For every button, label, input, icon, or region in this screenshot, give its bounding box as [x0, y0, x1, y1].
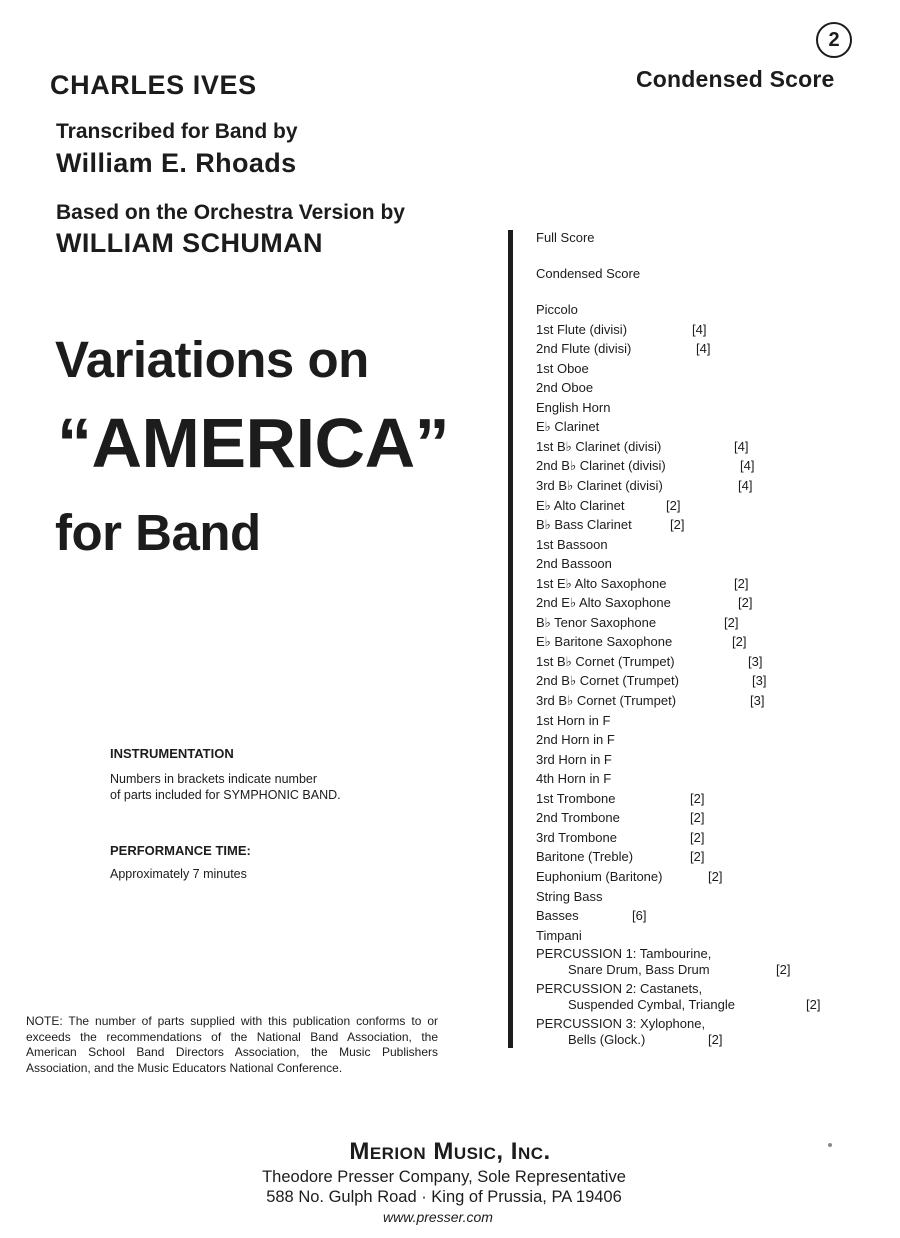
part-name-continued: Snare Drum, Bass Drum — [568, 961, 710, 977]
part-item — [536, 496, 735, 516]
part-item — [536, 1015, 735, 1050]
part-count: [3] — [748, 653, 763, 669]
part-name: E♭ Clarinet — [536, 419, 600, 435]
part-item — [536, 769, 735, 789]
part-name: PERCUSSION 2: Castanets, — [536, 981, 703, 997]
part-name: Basses — [536, 908, 579, 924]
part-name: Full Score — [536, 230, 595, 245]
part-name: 1st B♭ Clarinet (divisi) — [536, 438, 662, 454]
performance-duration: Approximately 7 minutes — [110, 867, 247, 881]
instrumentation-text-line-1: Numbers in brackets indicate number — [110, 772, 318, 786]
part-item — [536, 906, 735, 926]
part-name: 1st B♭ Cornet (Trumpet) — [536, 653, 675, 669]
part-item — [536, 398, 735, 418]
part-name: 1st Flute (divisi) — [536, 321, 628, 337]
title-line-1: Variations on — [55, 331, 369, 388]
instrumentation-text-line-2: of parts included for SYMPHONIC BAND. — [110, 788, 341, 802]
part-name: 4th Horn in F — [536, 771, 612, 787]
arranger-name: William E. Rhoads — [56, 148, 297, 178]
part-item — [536, 730, 735, 750]
part-count: [4] — [738, 478, 753, 494]
part-name: English Horn — [536, 399, 611, 415]
part-item — [536, 847, 735, 867]
part-name: E♭ Alto Clarinet — [536, 497, 625, 513]
part-name: 2nd Flute (divisi) — [536, 341, 632, 357]
part-name: Timpani — [536, 927, 582, 943]
part-count: [2] — [670, 517, 685, 533]
part-count: [4] — [692, 321, 707, 337]
part-item — [536, 828, 735, 848]
part-name: 1st Oboe — [536, 360, 589, 376]
part-name: 1st Bassoon — [536, 536, 608, 552]
part-name: Piccolo — [536, 302, 578, 318]
instrumentation-heading: INSTRUMENTATION — [110, 746, 234, 761]
part-item — [536, 867, 735, 887]
part-item — [536, 711, 735, 731]
part-item — [536, 926, 735, 946]
part-name: String Bass — [536, 888, 603, 904]
part-count: [4] — [734, 438, 749, 454]
transcription-label: Transcribed for Band by — [56, 120, 298, 143]
part-item — [536, 300, 735, 320]
part-item — [536, 632, 747, 652]
part-item — [536, 378, 735, 398]
part-count: [2] — [806, 996, 821, 1012]
part-name: Condensed Score — [536, 265, 641, 281]
composer-name: CHARLES IVES — [50, 70, 257, 100]
part-count: [2] — [708, 1031, 723, 1047]
part-item — [536, 320, 735, 340]
part-count: [2] — [708, 868, 723, 884]
publisher-name-text: Merion Music, Inc. — [349, 1138, 551, 1165]
part-item — [536, 339, 735, 359]
part-item — [536, 613, 739, 633]
part-name: E♭ Baritone Saxophone — [536, 634, 673, 650]
part-name: 2nd Horn in F — [536, 732, 615, 748]
part-item — [536, 789, 735, 809]
part-count: [4] — [740, 458, 755, 474]
part-count: [6] — [632, 908, 647, 924]
orchestration-label: Based on the Orchestra Version by — [56, 201, 405, 224]
publisher-name — [0, 1138, 900, 1166]
publisher-address: 588 No. Gulph Road · King of Prussia, PA 19406 — [266, 1188, 622, 1206]
part-count: [2] — [666, 497, 681, 513]
part-name: 3rd B♭ Clarinet (divisi) — [536, 478, 663, 494]
part-item — [536, 593, 753, 613]
part-name: B♭ Bass Clarinet — [536, 517, 632, 533]
part-item — [536, 671, 767, 691]
part-item — [536, 456, 755, 476]
performance-heading: PERFORMANCE TIME: — [110, 843, 251, 858]
part-item — [536, 945, 791, 980]
score-type-label: Condensed Score — [636, 66, 835, 92]
part-name: 3rd Horn in F — [536, 751, 612, 767]
part-count: [2] — [738, 595, 753, 611]
part-item — [536, 515, 735, 535]
part-count: [2] — [690, 849, 705, 865]
part-count: [3] — [752, 673, 767, 689]
part-name: 1st Horn in F — [536, 712, 611, 728]
title-line-2: “AMERICA” — [57, 404, 450, 482]
part-item — [536, 359, 735, 379]
publication-note: NOTE: The number of parts supplied with this publication conforms to or exceeds the recommendations of the National Band Association, the American School Band Directors Association, the Music Publishers Association, and the Music Educators National Conference. — [26, 1014, 438, 1075]
part-name: 2nd E♭ Alto Saxophone — [536, 595, 671, 611]
page-number: 2 — [816, 22, 852, 58]
part-name: 3rd B♭ Cornet (Trumpet) — [536, 693, 677, 709]
part-name: 2nd B♭ Clarinet (divisi) — [536, 458, 666, 474]
part-name: 2nd B♭ Cornet (Trumpet) — [536, 673, 679, 689]
part-item — [536, 417, 735, 437]
part-item — [536, 691, 765, 711]
part-item — [536, 808, 735, 828]
part-name-continued: Bells (Glock.) — [568, 1031, 646, 1047]
part-item — [536, 980, 821, 1015]
part-count: [2] — [734, 575, 749, 591]
publisher-representative: Theodore Presser Company, Sole Representative — [262, 1168, 626, 1186]
part-item — [536, 652, 763, 672]
part-item — [536, 437, 749, 457]
part-name: 3rd Trombone — [536, 829, 617, 845]
part-count: [2] — [724, 614, 739, 630]
part-name-continued: Suspended Cymbal, Triangle — [568, 996, 735, 1012]
part-item — [536, 750, 735, 770]
part-name: 2nd Oboe — [536, 380, 594, 396]
part-count: [2] — [690, 829, 705, 845]
part-count: [4] — [696, 341, 711, 357]
part-name: PERCUSSION 3: Xylophone, — [536, 1016, 706, 1032]
part-item — [536, 476, 753, 496]
part-item — [536, 554, 735, 574]
part-count: [2] — [732, 634, 747, 650]
part-name: 2nd Trombone — [536, 810, 620, 826]
part-name: 1st Trombone — [536, 790, 616, 806]
publisher-website: www.presser.com — [383, 1209, 493, 1225]
part-name: Baritone (Treble) — [536, 849, 634, 865]
title-line-3: for Band — [55, 504, 261, 561]
part-name: 1st E♭ Alto Saxophone — [536, 575, 667, 591]
part-item — [536, 535, 735, 555]
part-count: [2] — [690, 810, 705, 826]
part-count: [3] — [750, 693, 765, 709]
part-name: Euphonium (Baritone) — [536, 868, 663, 884]
part-name: B♭ Tenor Saxophone — [536, 614, 657, 630]
orchestrator-name: WILLIAM SCHUMAN — [56, 228, 323, 258]
part-item — [536, 887, 735, 907]
part-item — [536, 574, 749, 594]
part-item — [536, 264, 735, 284]
part-count: [2] — [776, 961, 791, 977]
vertical-divider — [508, 230, 513, 1048]
speck-mark — [828, 1143, 832, 1147]
part-name: PERCUSSION 1: Tambourine, — [536, 946, 712, 962]
part-count: [2] — [690, 790, 705, 806]
parts-list — [536, 228, 821, 1050]
part-name: 2nd Bassoon — [536, 556, 612, 572]
part-item — [536, 228, 735, 248]
